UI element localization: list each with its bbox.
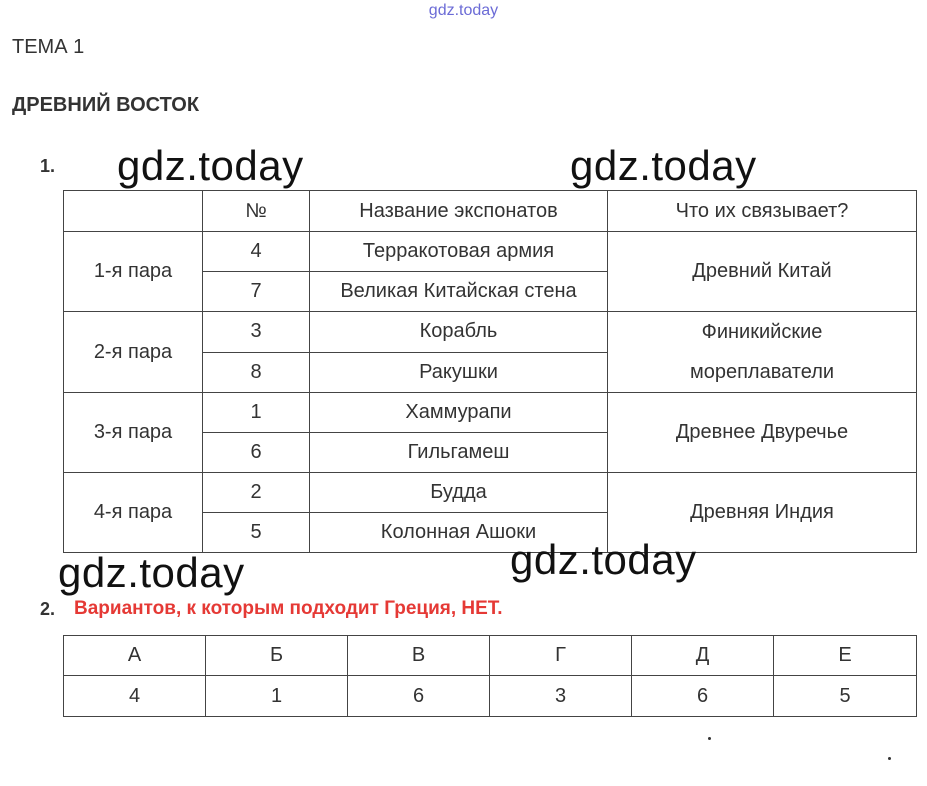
scan-speck (708, 737, 711, 740)
exhibit-number: 4 (203, 232, 310, 272)
connection-line: Финикийские (701, 321, 823, 343)
exhibit-name: Корабль (310, 312, 608, 353)
table-row (64, 473, 917, 513)
watermark: gdz.today (570, 142, 757, 189)
answers-table (63, 635, 917, 717)
exhibit-name: Терракотовая армия (310, 232, 608, 272)
answers-values-row (64, 676, 917, 717)
table-row (64, 232, 917, 272)
pair-label: 3-я пара (64, 393, 203, 473)
table-header-row (64, 191, 917, 232)
connection-line: Древняя Индия (690, 501, 834, 523)
connection-line: мореплаватели (689, 361, 835, 383)
pair-label: 1-я пара (64, 232, 203, 312)
option-value: 5 (774, 676, 917, 717)
option-value: 6 (348, 676, 490, 717)
exhibit-name: Гильгамеш (310, 433, 608, 473)
option-value: 6 (632, 676, 774, 717)
exhibit-number: 5 (203, 513, 310, 553)
watermark: gdz.today (510, 536, 697, 583)
watermark: gdz.today (117, 142, 304, 189)
option-letter: Д (632, 636, 774, 676)
option-letter: Б (206, 636, 348, 676)
pair-label: 2-я пара (64, 312, 203, 393)
exhibit-name: Будда (310, 473, 608, 513)
exhibit-number: 6 (203, 433, 310, 473)
exhibit-number: 8 (203, 352, 310, 393)
pair-connection (608, 312, 917, 393)
option-value: 4 (64, 676, 206, 717)
table-row (64, 312, 917, 353)
connection-line: Древний Китай (692, 260, 832, 282)
option-letter: Г (490, 636, 632, 676)
exhibit-number: 3 (203, 312, 310, 353)
exhibit-number: 2 (203, 473, 310, 513)
exhibit-number: 7 (203, 272, 310, 312)
exhibit-name: Колонная Ашоки (310, 513, 608, 553)
task2-number: 2. (40, 599, 56, 619)
pair-connection (608, 393, 917, 473)
topic-label: ТЕМА 1 (12, 36, 85, 58)
exhibit-number: 1 (203, 393, 310, 433)
scan-speck (888, 757, 891, 760)
watermark: gdz.today (58, 549, 245, 596)
exhibit-name: Хаммурапи (310, 393, 608, 433)
header-cell: Название экспонатов (310, 191, 608, 232)
option-letter: А (64, 636, 206, 676)
header-cell: № (203, 191, 310, 232)
option-letter: В (348, 636, 490, 676)
exhibit-name: Великая Китайская стена (310, 272, 608, 312)
option-value: 1 (206, 676, 348, 717)
answers-header-row (64, 636, 917, 676)
header-cell (64, 191, 203, 232)
pair-connection (608, 232, 917, 312)
header-cell: Что их связывает? (608, 191, 917, 232)
option-value: 3 (490, 676, 632, 717)
connection-line: Древнее Двуречье (675, 421, 849, 443)
exhibit-name: Ракушки (310, 352, 608, 393)
exhibits-table (63, 190, 917, 553)
task2-answer: Вариантов, к которым подходит Греция, НЕТ. (74, 598, 503, 619)
table-row (64, 393, 917, 433)
watermark-top: gdz.today (428, 2, 499, 19)
section-heading: ДРЕВНИЙ ВОСТОК (12, 94, 200, 116)
option-letter: Е (774, 636, 917, 676)
pair-label: 4-я пара (64, 473, 203, 553)
task1-number: 1. (40, 156, 56, 176)
